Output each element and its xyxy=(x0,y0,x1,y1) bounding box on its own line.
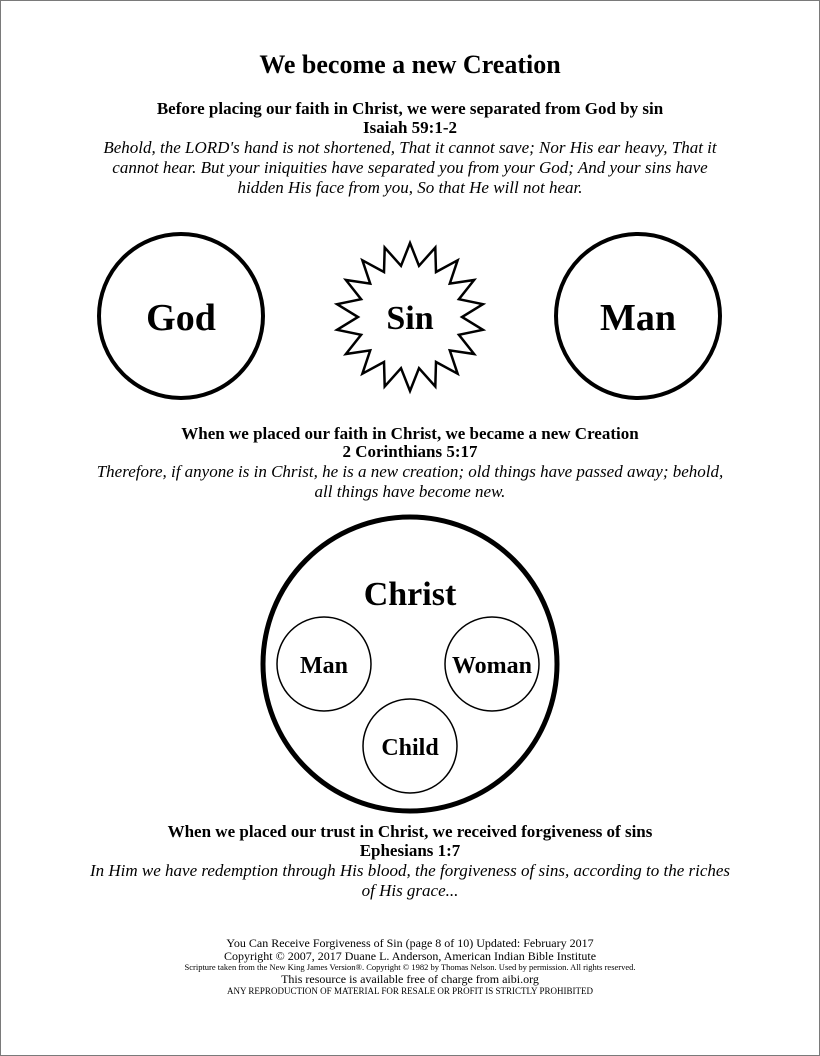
verse-line: of His grace... xyxy=(361,881,459,900)
man-label: Man xyxy=(600,297,676,339)
child-label: Child xyxy=(381,735,439,761)
section2-heading: When we placed our faith in Christ, we became a new Creation xyxy=(181,424,639,443)
verse-line: all things have become new. xyxy=(314,482,506,501)
section1-reference: Isaiah 59:1-2 xyxy=(363,118,457,137)
christ-label: Christ xyxy=(363,576,457,613)
section2-reference: 2 Corinthians 5:17 xyxy=(342,442,478,461)
verse-line: cannot hear. But your iniquities have separated you from your God; And your sins have xyxy=(112,158,708,177)
verse-line: Behold, the LORD's hand is not shortened, That it cannot save; Nor His ear heavy, That it xyxy=(103,138,717,157)
section3-heading: When we placed our trust in Christ, we received forgiveness of sins xyxy=(167,822,653,841)
verse-line: In Him we have redemption through His blood, the forgiveness of sins, according to the riches xyxy=(89,861,731,880)
page-footer xyxy=(0,937,820,997)
verse-line: Therefore, if anyone is in Christ, he is a new creation; old things have passed away; behold, xyxy=(96,462,724,481)
footer-prohibition: ANY REPRODUCTION OF MATERIAL FOR RESALE OR PROFIT IS STRICTLY PROHIBITED xyxy=(227,985,593,996)
man-inner-label: Man xyxy=(300,653,348,679)
footer-availability: This resource is available free of charge from aibi.org xyxy=(281,972,539,987)
woman-label: Woman xyxy=(451,653,533,679)
section3-reference: Ephesians 1:7 xyxy=(359,841,461,860)
god-label: God xyxy=(146,297,216,339)
footer-copyright: Copyright © 2007, 2017 Duane L. Anderson, American Indian Bible Institute xyxy=(223,948,597,963)
page-title: We become a new Creation xyxy=(259,50,561,79)
footer-title-line: You Can Receive Forgiveness of Sin (page 8 of 10) Updated: February 2017 xyxy=(226,936,594,950)
separation-diagram xyxy=(0,0,820,420)
section3-verse xyxy=(55,861,765,901)
section2-verse xyxy=(55,462,765,502)
footer-scripture-notice: Scripture taken from the New King James Version®. Copyright © 1982 by Thomas Nelson. Used by permission. All rights reserved. xyxy=(184,962,636,973)
sin-label: Sin xyxy=(386,300,434,337)
verse-line: hidden His face from you, So that He will not hear. xyxy=(237,178,583,197)
section1-heading: Before placing our faith in Christ, we were separated from God by sin xyxy=(156,99,664,118)
